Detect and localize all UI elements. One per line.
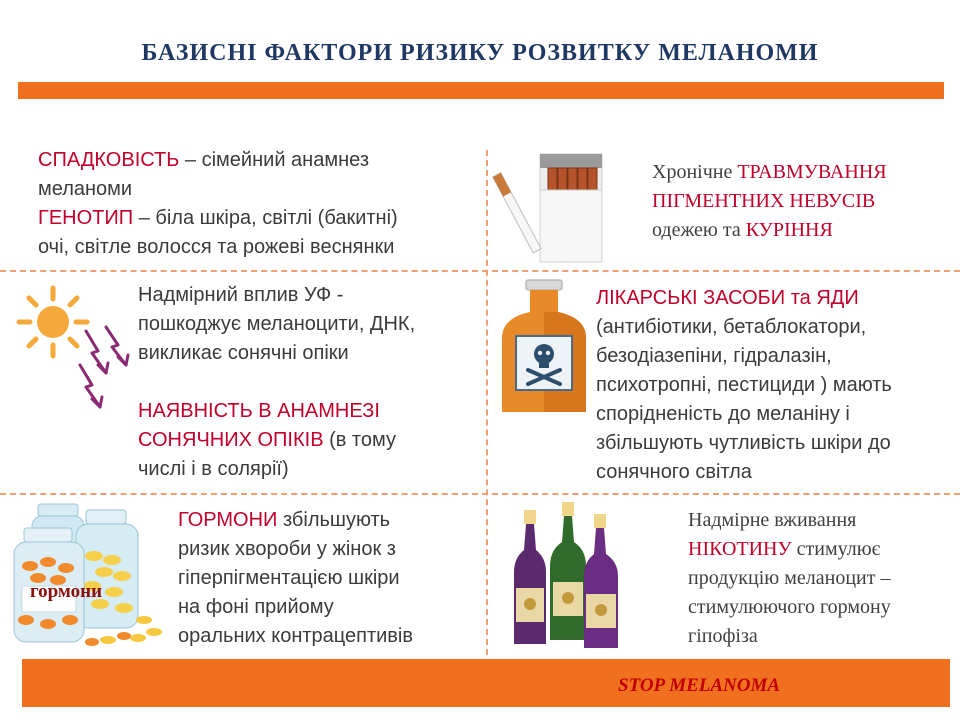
- trauma-line-1: Хронічне: [652, 161, 738, 183]
- page-title: БАЗИСНІ ФАКТОРИ РИЗИКУ РОЗВИТКУ МЕЛАНОМИ: [141, 40, 819, 66]
- trauma-keyword: ТРАВМУВАННЯ: [737, 161, 887, 183]
- drugs-keyword: ЛІКАРСЬКІ ЗАСОБИ та ЯДИ: [596, 287, 859, 309]
- hormones-line-1: збільшують: [277, 509, 391, 531]
- heredity-text: [38, 146, 398, 262]
- divider-row-2: [0, 493, 960, 495]
- sunburn-keyword-1: НАЯВНІСТЬ В АНАМНЕЗІ: [138, 400, 380, 422]
- drugs-text: [596, 284, 892, 487]
- sunburn-keyword-2: СОНЯЧНИХ ОПІКІВ: [138, 429, 324, 451]
- hormones-keyword: ГОРМОНИ: [178, 509, 278, 531]
- hormones-text: [178, 506, 413, 651]
- solarium-line: числі і в солярії): [138, 458, 289, 480]
- drugs-line-7: сонячного світла: [596, 461, 752, 483]
- footer-bar: [22, 659, 950, 707]
- nicotine-text: [688, 506, 891, 651]
- hormones-line-4: на фоні прийому: [178, 596, 334, 618]
- drugs-line-6: збільшують чутливість шкіри до: [596, 432, 891, 454]
- cigarette-pack-icon: [488, 148, 612, 268]
- genotype-keyword: ГЕНОТИП: [38, 207, 134, 229]
- nicotine-keyword: НІКОТИНУ: [688, 538, 792, 560]
- uv-line-2: пошкоджує меланоцити, ДНК,: [138, 313, 416, 335]
- footer-slogan: STOP MELANOMA: [618, 675, 781, 696]
- uv-text: [138, 281, 415, 484]
- heredity-line-1: – сімейний анамнез: [179, 149, 369, 171]
- drugs-line-2: (антибіотики, бетаблокатори,: [596, 316, 867, 338]
- uv-line-3: викликає сонячні опіки: [138, 342, 349, 364]
- uv-rays-icon: [76, 325, 142, 411]
- drugs-line-4: психотропні, пестициди ) мають: [596, 374, 892, 396]
- wine-bottles-icon: [510, 500, 630, 652]
- hormones-line-2: ризик хвороби у жінок з: [178, 538, 396, 560]
- hormones-jar-label: гормони: [30, 581, 103, 602]
- nicotine-line-2: стимулює: [791, 538, 881, 560]
- poison-bottle-icon: [498, 278, 590, 418]
- trauma-line-3: одежею та: [652, 219, 746, 241]
- trauma-text: [652, 158, 887, 245]
- divider-row-1: [0, 270, 960, 272]
- smoking-keyword: КУРІННЯ: [745, 219, 833, 241]
- pill-jars-icon: [8, 500, 168, 650]
- uv-line-1: Надмірний вплив УФ -: [138, 284, 344, 306]
- hormones-line-5: оральних контрацептивів: [178, 625, 413, 647]
- genotype-line-2: очі, світле волосся та рожеві веснянки: [38, 236, 395, 258]
- hormones-line-3: гіперпігментацією шкіри: [178, 567, 400, 589]
- drugs-line-3: безодіазепіни, гідралазін,: [596, 345, 832, 367]
- header-bar: [18, 82, 944, 99]
- sunburn-line: (в тому: [323, 429, 396, 451]
- genotype-line-1: – біла шкіра, світлі (бакитні): [133, 207, 398, 229]
- nicotine-line-5: гіпофіза: [688, 625, 758, 647]
- drugs-line-5: спорідненість до меланіну і: [596, 403, 850, 425]
- heredity-line-2: меланоми: [38, 178, 133, 200]
- nevi-keyword: ПІГМЕНТНИХ НЕВУСІВ: [652, 190, 876, 212]
- nicotine-line-4: стимулюючого гормону: [688, 596, 891, 618]
- nicotine-line-3: продукцію меланоцит –: [688, 567, 891, 589]
- heredity-keyword: СПАДКОВІСТЬ: [38, 149, 180, 171]
- nicotine-line-1: Надмірне вживання: [688, 509, 857, 531]
